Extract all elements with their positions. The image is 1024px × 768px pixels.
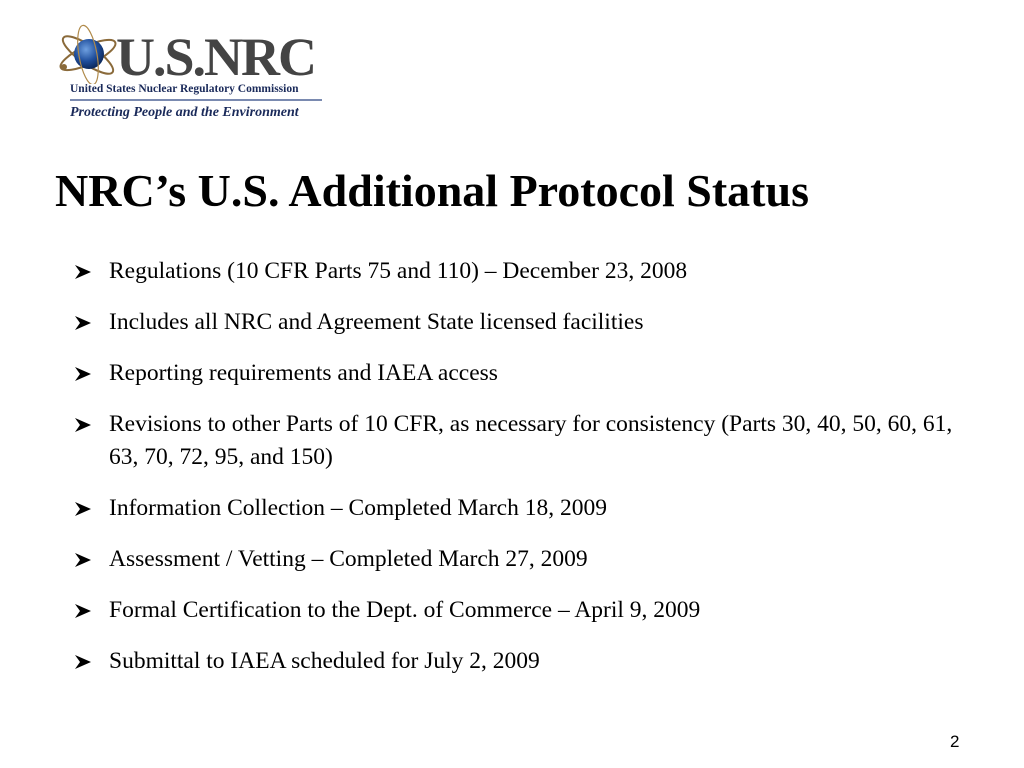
bullet-text: Includes all NRC and Agreement State licensed facilities: [109, 309, 644, 335]
arrowhead-bullet-icon: [74, 417, 92, 433]
bullet-text: Formal Certification to the Dept. of Commerce – April 9, 2009: [109, 597, 701, 623]
slide-title: NRC’s U.S. Additional Protocol Status: [55, 165, 809, 216]
bullet-text: Reporting requirements and IAEA access: [109, 360, 498, 386]
bullet-text: Information Collection – Completed March 18, 2009: [109, 495, 607, 521]
arrowhead-bullet-icon: [74, 315, 92, 331]
logo-wordmark: U.S.NRC: [116, 27, 316, 87]
bullet-item: [74, 306, 954, 339]
arrowhead-bullet-icon: [74, 654, 92, 670]
arrowhead-bullet-icon: [74, 552, 92, 568]
bullet-item: [74, 645, 954, 678]
bullet-item: [74, 492, 954, 525]
logo-tagline: Protecting People and the Environment: [70, 105, 299, 120]
arrowhead-bullet-icon: [74, 366, 92, 382]
bullet-item: [74, 357, 954, 390]
bullet-list: [74, 255, 954, 696]
nrc-logo: [56, 22, 328, 126]
atom-globe-icon: [56, 22, 120, 84]
bullet-text: Assessment / Vetting – Completed March 27, 2009: [109, 546, 588, 572]
logo-agency-name: United States Nuclear Regulatory Commission: [70, 82, 322, 101]
page-number: 2: [950, 732, 960, 751]
bullet-text: Revisions to other Parts of 10 CFR, as necessary for consistency (Parts 30, 40, 50, 60, 61, 63, 70, 72, 95, and 150): [109, 411, 953, 470]
bullet-item: [74, 408, 954, 474]
bullet-text: Regulations (10 CFR Parts 75 and 110) – December 23, 2008: [109, 258, 688, 284]
bullet-item: [74, 255, 954, 288]
bullet-item: [74, 543, 954, 576]
arrowhead-bullet-icon: [74, 603, 92, 619]
bullet-text: Submittal to IAEA scheduled for July 2, 2009: [109, 648, 540, 674]
bullet-item: [74, 594, 954, 627]
arrowhead-bullet-icon: [74, 501, 92, 517]
arrowhead-bullet-icon: [74, 264, 92, 280]
